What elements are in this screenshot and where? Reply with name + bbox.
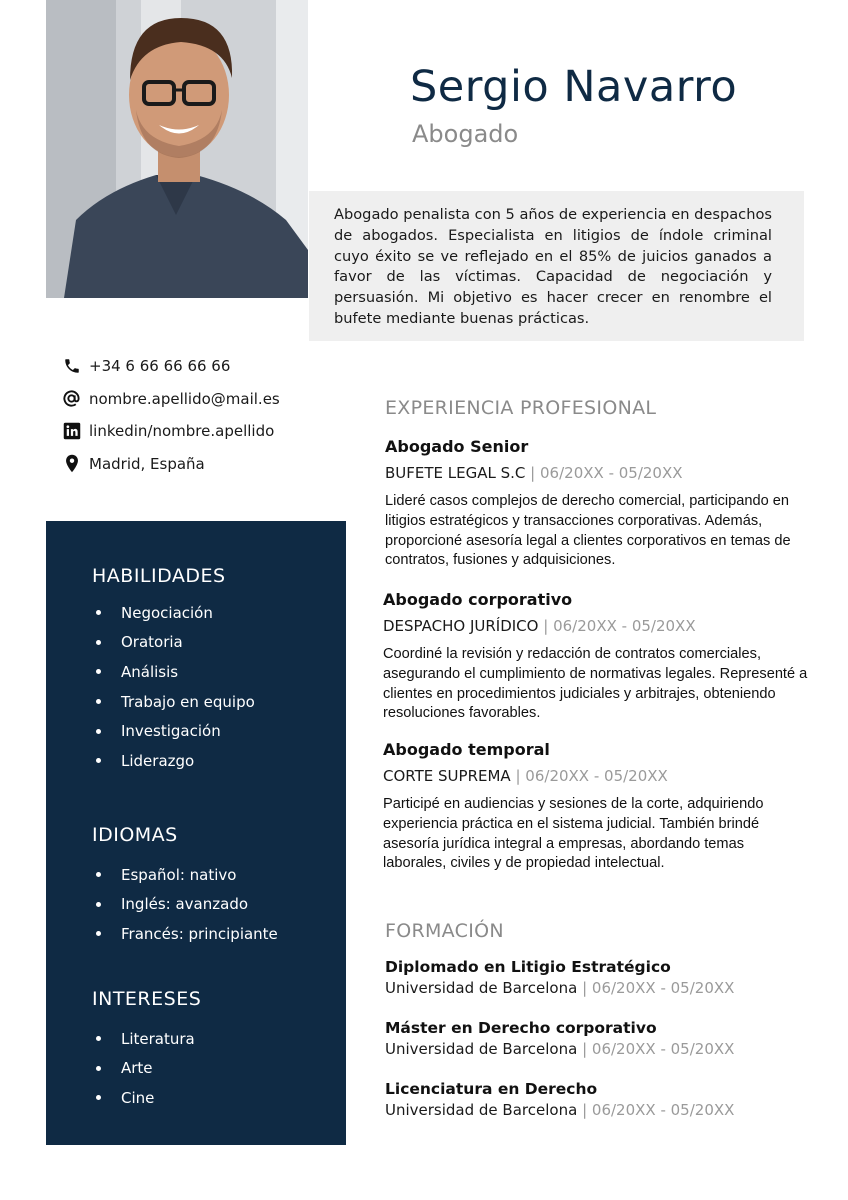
separator: | [543, 617, 549, 635]
education-institution: Universidad de Barcelona [385, 1101, 578, 1119]
list-item: Liderazgo [96, 746, 255, 776]
languages-list [96, 860, 278, 949]
interests-list [96, 1024, 195, 1113]
job-company-line [383, 617, 808, 635]
separator: | [582, 1040, 588, 1058]
interests-heading: INTERESES [92, 988, 202, 1010]
contact-phone-text[interactable]: +34 6 66 66 66 66 [89, 357, 231, 376]
list-item: Inglés: avanzado [96, 890, 278, 920]
list-item: Oratoria [96, 628, 255, 658]
list-item: Arte [96, 1054, 195, 1084]
job-description: Participé en audiencias y sesiones de la corte, adquiriendo experiencia práctica en el sistema judicial. También brindé asesoría jurídica integral a empresas, abordando temas laborales, civiles y de propiedad intelectual. [383, 796, 764, 872]
skills-list [96, 598, 255, 776]
bullet-icon [96, 669, 101, 674]
bullet-icon [96, 1095, 101, 1100]
profile-photo-illustration [46, 0, 308, 298]
bullet-icon [96, 640, 101, 645]
separator: | [515, 767, 521, 785]
job-company: CORTE SUPREMA [383, 767, 511, 785]
bullet-icon [96, 872, 101, 877]
education-institution-line [385, 979, 805, 997]
separator: | [582, 1101, 588, 1119]
education-heading: FORMACIÓN [385, 920, 504, 942]
education-institution: Universidad de Barcelona [385, 1040, 578, 1058]
job-company: BUFETE LEGAL S.C [385, 464, 526, 482]
education-title: Licenciatura en Derecho [385, 1080, 598, 1098]
list-item: Trabajo en equipo [96, 687, 255, 717]
list-item: Español: nativo [96, 860, 278, 890]
education-dates: 06/20XX - 05/20XX [591, 979, 735, 997]
education-title: Diplomado en Litigio Estratégico [385, 958, 671, 976]
education-entry [385, 958, 805, 997]
education-entry [385, 1019, 805, 1058]
education-entry [385, 1080, 805, 1119]
bullet-icon [96, 931, 101, 936]
education-institution-line [385, 1101, 805, 1119]
education-institution-line [385, 1040, 805, 1058]
job-company-line [383, 767, 808, 785]
job-company-line [385, 464, 810, 482]
profile-photo [46, 0, 308, 298]
list-item: Francés: principiante [96, 919, 278, 949]
job-description: Coordiné la revisión y redacción de contratos comerciales, asegurando el cumplimiento de normativas legales. Representé a clientes en procedimientos judiciales y arbitrajes, obteniendo resoluciones favorables. [383, 646, 808, 722]
experience-heading: EXPERIENCIA PROFESIONAL [385, 397, 657, 419]
contact-linkedin-text[interactable]: linkedin/nombre.apellido [89, 422, 275, 441]
education-title: Máster en Derecho corporativo [385, 1019, 657, 1037]
candidate-name: Sergio Navarro [410, 62, 738, 112]
location-pin-icon [62, 454, 81, 473]
job-title: Abogado corporativo [383, 590, 573, 609]
bullet-icon [96, 1066, 101, 1071]
education-institution: Universidad de Barcelona [385, 979, 578, 997]
bullet-icon [96, 1036, 101, 1041]
job-entry [383, 740, 808, 874]
bullet-icon [96, 699, 101, 704]
education-dates: 06/20XX - 05/20XX [591, 1040, 735, 1058]
contact-email [62, 383, 342, 416]
job-dates: 06/20XX - 05/20XX [553, 617, 696, 635]
separator: | [582, 979, 588, 997]
bullet-icon [96, 902, 101, 907]
skills-heading: HABILIDADES [92, 565, 226, 587]
contact-info [62, 350, 342, 480]
list-item: Negociación [96, 598, 255, 628]
contact-location-text: Madrid, España [89, 454, 205, 473]
education-dates: 06/20XX - 05/20XX [591, 1101, 735, 1119]
list-item: Literatura [96, 1024, 195, 1054]
list-item: Análisis [96, 657, 255, 687]
list-item: Cine [96, 1083, 195, 1113]
job-dates: 06/20XX - 05/20XX [525, 767, 668, 785]
job-entry [383, 590, 808, 724]
job-title: Abogado Senior [385, 437, 529, 456]
contact-location [62, 448, 342, 481]
languages-heading: IDIOMAS [92, 824, 178, 846]
job-title: Abogado temporal [383, 740, 550, 759]
contact-linkedin [62, 415, 342, 448]
profile-summary-box [309, 191, 804, 341]
job-company: DESPACHO JURÍDICO [383, 617, 539, 635]
profile-summary-text: Abogado penalista con 5 años de experiencia en despachos de abogados. Especialista en litigios de índole criminal cuyo éxito se ve reflejado en el 85% de juicios ganados a favor de las víctimas. Capacidad de negociación y persuasión. Mi objetivo es hacer crecer en renombre el bufete mediante buenas prácticas. [334, 206, 772, 327]
job-description: Lideré casos complejos de derecho comercial, participando en litigios estratégicos y transacciones corporativas. Además, proporcioné asesoría legal a clientes corporativos en temas de contratos, fusiones y adquisiciones. [385, 493, 791, 569]
job-dates: 06/20XX - 05/20XX [540, 464, 683, 482]
candidate-title: Abogado [412, 120, 519, 148]
bullet-icon [96, 758, 101, 763]
linkedin-icon [62, 422, 81, 441]
list-item: Investigación [96, 716, 255, 746]
phone-icon [62, 357, 81, 376]
sidebar-panel [46, 521, 346, 1145]
contact-email-text[interactable]: nombre.apellido@mail.es [89, 389, 280, 408]
at-sign-icon [62, 389, 81, 408]
bullet-icon [96, 729, 101, 734]
contact-phone [62, 350, 342, 383]
job-entry [385, 437, 810, 571]
bullet-icon [96, 610, 101, 615]
separator: | [530, 464, 536, 482]
